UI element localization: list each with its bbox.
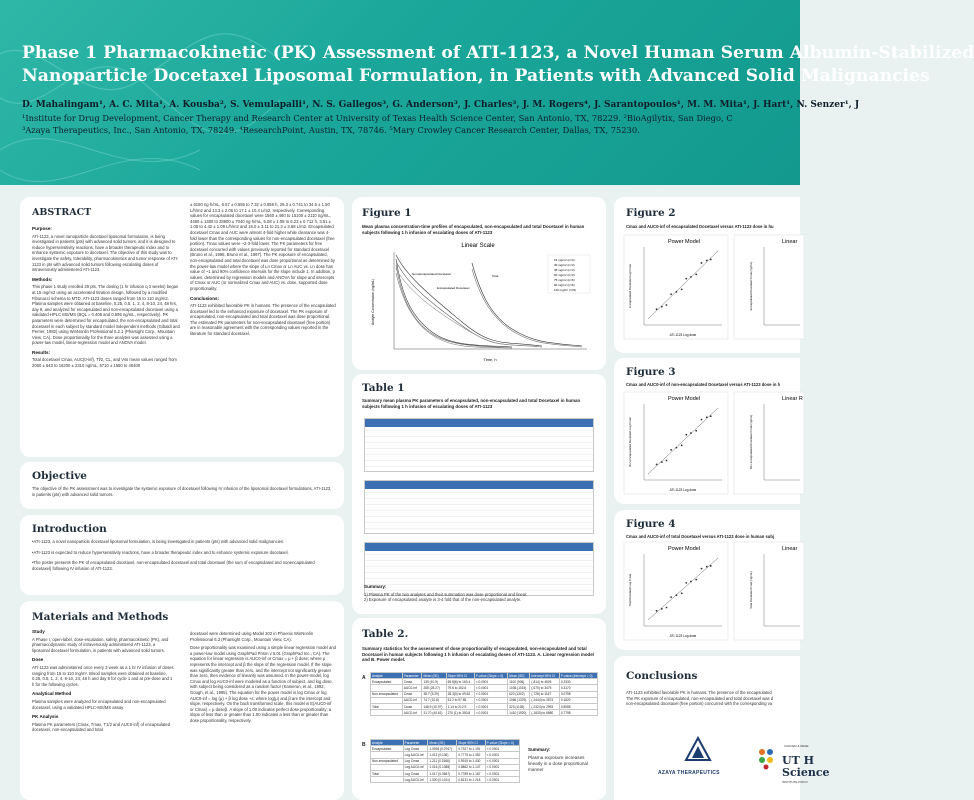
fig1-ylabel: Analyte Concentration (ng/mL)	[371, 279, 375, 325]
data-point	[681, 592, 683, 594]
figure-4-charts	[624, 542, 800, 648]
linear-model-title: Linear	[782, 546, 798, 552]
figure-2-heading: Figure 2	[626, 207, 676, 219]
data-point	[701, 419, 703, 421]
dose-text: ATI-1123 was administered once every 3 week as a 1 hr IV infusion of doses ranging from 15 to 110 mg/m². Blood samples were obtained at baseline, 0.25, 0.5, 1, 2, 4, 8-10, 24, 48 h and day 8 for cycle 1 and at pre-dose and 1 h for the following cycles.	[32, 664, 174, 687]
table-cell: Non-encapsulated	[371, 691, 403, 697]
table-2-summary	[528, 743, 598, 773]
table-cell: 255 (25.27)	[422, 685, 446, 691]
data-point	[661, 608, 663, 610]
table-2b	[370, 739, 520, 783]
introduction-panel	[20, 515, 344, 595]
table-cell: 79.6 to 152.6	[446, 685, 474, 691]
figure-3-charts	[624, 392, 803, 502]
fig1-ann-nonencap: Non-Encapsulated Docetaxel	[412, 272, 451, 276]
pk-heading: PK Analysis	[32, 714, 59, 720]
author-list: D. Mahalingam¹, A. C. Mita¹, A. Kousba², S. Vemulapalli¹, N. S. Gallegos³, G. Anderson³, J. Charles³, J. M. Rogers⁴, J. Sarantopoulos¹, M. M. Mita¹, J. Hart¹, N. Senzer¹, J	[22, 100, 860, 110]
table-header-cell: Slope 95% CI	[446, 673, 474, 679]
table-cell: < 0.0001	[485, 770, 519, 776]
table-header-cell: Mean (SE)	[422, 673, 446, 679]
objective-text: The objective of the PK assessment was to investigate the systemic exposure of docetaxel following IV infusion of the liposomal docetaxel formulations, ATI-1123, in patients (pts) with advanced solid tumors.	[32, 486, 332, 497]
table-cell: AUC0-inf	[402, 697, 422, 703]
table-header-cell: Analyte	[371, 740, 404, 746]
table-cell: 323 (1135)	[508, 703, 530, 709]
abstract-panel	[20, 197, 344, 457]
table-cell: (-728) to 1167	[530, 691, 559, 697]
legend-item: 45 mg/m² (n=3)	[554, 268, 575, 272]
table-cell: 0.3170	[559, 685, 597, 691]
conclusions-line-2: The PK exposure of encapsulated, non-encapsulated and total docetaxel was d	[626, 695, 774, 701]
data-point	[685, 434, 687, 436]
table-cell: Log AUC0-inf	[403, 764, 428, 770]
poster-title	[22, 42, 974, 88]
table-cell: Cmax	[402, 703, 422, 709]
table-1-panel	[352, 374, 606, 614]
table-cell: (-1830) to 6880	[530, 710, 559, 716]
data-point	[710, 565, 712, 567]
conclusions-text	[626, 690, 826, 707]
results-text-cont: ± 6160 ng·h/mL, 6.57 ± 0.555 to 7.32 ± 0.958 h, 26.3 ± 0.741 to 34.5 ± 1.50 L/h/m2 and 13.3 ± 2.06 to 17.1 ± 10.4 L/m2, respectively. Corresponding values for encapsulated docetaxel were 1560 ± 460 to 15100 ± 2110 ng/mL, 4480 ± 1380 to 28900 ± 7040 ng·h/mL, 5.08 ± 1.08 to 6.23 ± 0.712 h, 3.51 ± 1.08 to 4.42 ± 1.09 L/h/m2 and 15.0 ± 3.11 to 21.3 ± 3.68 L/m2. Encapsulated docetaxel Cmax and AUC were almost 4-fold higher while clearance was 4-fold lower than the corresponding values for non-encapsulated docetaxel (free portion). Tmax values were ~2-3-fold lower. The PK parameters for free docetaxel concurred with values previously reported for standard docetaxel (Bruno et al., 1998, Bruno et al., 1997). The PK exposure of encapsulated, non-encapsulated and total docetaxel was dose proportional as determined by the power-law model where the slope of Ln Cmax or Ln AUC vs. Ln dose has value of ~1 and 90% confidence intervals for the slope include 1. In addition, p values, determined by regression models and ANOVA for slope and intercepts of Cmax or AUC (or normalized Cmax and AUC) vs. dose, supported dose proportionality.	[190, 202, 336, 291]
table-cell: (-2324) to 2993	[530, 703, 559, 709]
linear-model-title: Linear	[782, 239, 798, 245]
azaya-logo-text: AZAYA THERAPEUTICS	[658, 770, 720, 776]
table-cell	[371, 710, 403, 716]
purpose-heading: Purpose:	[32, 226, 52, 231]
affiliation-line-2: ³Azaya Therapeutics, Inc., San Antonio, TX, 78249. ⁴ResearchPoint, Austin, TX, 78746. ⁵Mary Crowley Cancer Research Center, Dallas, TX, 75230.	[22, 124, 640, 135]
table-cell: (-1444) to 3574	[530, 697, 559, 703]
data-point	[706, 260, 708, 262]
data-point	[681, 288, 683, 290]
data-point	[695, 579, 697, 581]
introduction-heading: Introduction	[32, 523, 107, 535]
data-point	[695, 274, 697, 276]
data-point	[666, 460, 668, 462]
linear-y-axis-label: Non-encapsulated Docetaxel Cmax (ng/mL)	[749, 414, 753, 470]
figure-1-panel	[352, 197, 606, 370]
table-cell	[371, 777, 404, 783]
table-header-cell: Parameter	[403, 740, 428, 746]
table-cell: 135 (10.9)	[422, 679, 446, 685]
table-cell: 1.016 (0.1088)	[428, 764, 457, 770]
table-cell: 0.7327 to 1.191	[457, 746, 485, 752]
table-cell: (-814) to 4526	[530, 679, 559, 685]
table-cell: 1410 (1920)	[508, 710, 530, 716]
table-row	[371, 710, 598, 716]
table-cell: Log AUC0-inf	[403, 777, 428, 783]
data-point	[706, 416, 708, 418]
data-point	[710, 415, 712, 417]
results-heading: Results:	[32, 349, 51, 355]
table-cell: 74.7 (10.8)	[422, 697, 446, 703]
table-cell: 0.8085	[559, 703, 597, 709]
table-cell: Encapsulated	[371, 746, 404, 752]
legend-item: 110 mg/m² (n=5)	[554, 288, 577, 292]
table-1-grid-b	[364, 480, 594, 534]
power-model-title: Power Model	[667, 239, 701, 245]
intro-point-1: •ATI-1123, a novel nanoparticle docetaxel liposomal formulation, is being investigated in patients (pts) with advanced solid malignancies.	[32, 539, 285, 544]
table-cell: Encapsulated	[371, 679, 403, 685]
table-cell: 1.211 (0.1566)	[428, 758, 457, 764]
x-axis-label: ATI-1123 Log dose	[669, 634, 697, 638]
table-header-cell: Intercept 95% CI	[530, 673, 559, 679]
affiliation-line-1: ¹Institute for Drug Development, Cancer Therapy and Research Center at University of Texas Health Science Center, San Antonio, TX, 78229. ²BioAgilytix, San Diego, C	[22, 113, 733, 123]
figure-2-charts	[624, 235, 800, 347]
methods-col-2	[190, 631, 336, 724]
data-point	[685, 582, 687, 584]
data-point	[695, 430, 697, 432]
table-cell: 69.8(6) to 163.4	[446, 679, 474, 685]
table-cell: < 0.0001	[485, 764, 519, 770]
legend-item: 15 mg/m² (n=3)	[554, 258, 575, 262]
data-point	[676, 447, 678, 449]
table-cell: < 0.0001	[474, 685, 507, 691]
analytical-text: Plasma samples were analyzed for encapsulated and non-encapsulated docetaxel, using a validated HPLC-MS/MS assay.	[32, 698, 166, 710]
methods-panel	[20, 601, 344, 800]
abstract-col-2	[190, 202, 336, 337]
table-cell: 1.14 to 212.9	[446, 703, 474, 709]
table-cell: AUC0-inf	[402, 685, 422, 691]
power-model-title: Power Model	[667, 396, 701, 402]
data-point	[690, 432, 692, 434]
table-2-summary-text: Plasma exposure increases linearly in a dose proportional manner	[528, 755, 589, 772]
x-axis-label: ATI-1123 Log dose	[669, 333, 697, 337]
table-header-cell: Parameter	[402, 673, 422, 679]
dots-icon	[758, 748, 780, 770]
table-1-summary	[364, 580, 594, 603]
introduction-body	[32, 539, 332, 571]
table-cell: 0.7789 to 1.187	[457, 770, 485, 776]
table-1-summary-heading: Summary:	[364, 584, 387, 589]
data-point	[666, 607, 668, 609]
figure-4-caption: Cmax and AUC0-inf of total Docetaxel versus ATI-1123 dose in human subj	[626, 534, 775, 539]
data-point	[681, 444, 683, 446]
table-header-cell: Analyte	[371, 673, 403, 679]
table-cell: Log AUC0-inf	[403, 752, 428, 758]
study-text: A Phase I, open-label, dose-escalation, safety, pharmacokinetic (PK), and pharmacodynamic study of intravenously administered ATI-1123, a liposomal docetaxel formulation, in patients with advanced solid tumors.	[32, 636, 169, 653]
institute-text: INSTITUTE FOR D	[782, 780, 808, 784]
table-header-cell: Mean (SE)	[428, 740, 457, 746]
table-cell: < 0.0001	[485, 746, 519, 752]
table-cell: 28.3(0) to 49.62	[446, 691, 474, 697]
abstract-col-1	[32, 222, 182, 369]
conclusions-heading: Conclusions:	[190, 295, 220, 301]
linear-model-box	[734, 542, 804, 640]
legend-item: 90 mg/m² (n=6)	[554, 283, 575, 287]
conclusions-heading: Conclusions	[626, 670, 698, 682]
legend-item: 75 mg/m² (n=6)	[554, 278, 575, 282]
figure-4-panel	[614, 510, 800, 650]
power-model-box	[624, 542, 728, 640]
table-cell: AUC0-inf	[402, 710, 422, 716]
objective-panel	[20, 462, 344, 509]
data-point	[661, 306, 663, 308]
intro-point-3: •The poster presents the PK of encapsulated docetaxel, non-encapsulated docetaxel and total docetaxel (the sum of encapsulated and nonencapsulated docetaxel) following IV infusion of ATI-1123.	[32, 560, 315, 571]
table-header-cell: P-value (Intercept = 0)	[559, 673, 597, 679]
linear-model-box	[734, 235, 804, 339]
data-point	[666, 304, 668, 306]
figure-2-caption: Cmax and AUC0-inf of encapsulated Docetaxel versus ATI-1123 dose in hu	[626, 224, 774, 229]
table-cell: < 0.0001	[485, 777, 519, 783]
intro-point-2: •ATI-1123 is expected to reduce hypersensitivity reactions, have a broader therapeutic index and to enhance systemic exposure docetaxel.	[32, 549, 289, 555]
table-2-panel	[352, 618, 606, 800]
table-1-caption: Summary mean plasma PK parameters of encapsulated, non-encapsulated and total Docetaxel in human subjects following 1 h infusion of escalating doses of ATI-1123	[362, 398, 581, 409]
power-model-title: Power Model	[667, 546, 701, 552]
data-point	[661, 461, 663, 463]
table-cell: < 0.0001	[474, 679, 507, 685]
poster-header	[0, 0, 974, 185]
science-text: Science	[782, 766, 830, 779]
table-cell: 0.2330	[559, 679, 597, 685]
analytical-heading: Analytical Method	[32, 691, 72, 697]
x-axis-label: ATI-1123 Log dose	[669, 488, 697, 492]
table-cell: Log Cmax	[403, 770, 428, 776]
table-cell: 51.2 to 97.85	[446, 697, 474, 703]
cancer-center-logo	[758, 742, 830, 792]
objective-heading: Objective	[32, 470, 87, 482]
figure-2-panel	[614, 197, 800, 353]
table-cell: < 0.0001	[474, 691, 507, 697]
title-line-1: Phase 1 Pharmacokinetic (PK) Assessment of ATI-1123, a Novel Human Serum Albumin-Stabilized	[22, 43, 974, 63]
conclusions-line-1: ATI-1123 exhibited favorable PK in humans. The presence of the encapsulated	[626, 690, 772, 695]
table-cell: 0.1620	[559, 697, 597, 703]
data-point	[670, 293, 672, 295]
data-point	[670, 449, 672, 451]
figure-1-caption: Mean plasma concentration-time profiles of encapsulated, non-encapsulated and total Docetaxel in human subjects following 1 h infusion of escalating doses of ATI-1123	[362, 224, 585, 235]
table-header-cell: P-value (Slope = 0)	[474, 673, 507, 679]
table-cell: 0.0798	[559, 691, 597, 697]
dna-helix-decoration	[0, 0, 974, 185]
table-2-label-b: B	[362, 742, 366, 748]
y-axis-label: Non-encapsulated Docetaxel Log Cmax	[628, 417, 632, 467]
table-cell: 0.8862 to 1.147	[457, 764, 485, 770]
fig1-ann-encap: Encapsulated Docetaxel	[437, 286, 470, 290]
conclusions-line-3: non-encapsulated docetaxel (free portion) concurred with the corresponding va	[626, 701, 773, 707]
study-heading: Study	[32, 629, 45, 634]
figure-3-panel	[614, 358, 803, 504]
methods-col2-b: Dose proportionality was examined using a simple linear regression model and a power-law model using GraphPad Prism v 5.01 (GraphPad Inc., CA). The equation for linear regression is AUC0-inf or Cmax = μ + β dose; where μ represents the intercept and β the slope of the regression model. If the slope was significantly greater than zero, and the intercept not significantly greater than zero, then evidence of linearity was assumed. In the power-model, log Cmax and log AUC0-inf were modeled as a function of subject, and log dose, with subject being considered as a random factor (Kamerun, et al., 1992; Gough, et al., 1995). The equation for the power model is log Cmax or log AUC0-inf = log (μ) + β log dose +ε; where log(μ) and β are the intercept and slope, respectively. On the back transformed scale, this model is E(AUC0-inf or Cmax) = μ doseβ. A slope of 1.00 indicates perfect dose proportionality; a slope of less than or greater than 1.00 indicates a less than or greater than dose proportionality, respectively.	[190, 645, 336, 723]
table-header-cell: Slope 95% CI	[457, 740, 485, 746]
data-point	[701, 262, 703, 264]
conclusions-panel	[614, 656, 830, 800]
power-model-box	[624, 235, 728, 339]
figure-3-heading: Figure 3	[626, 366, 676, 378]
data-point	[656, 610, 658, 612]
pk-text: Plasma PK parameters (Cmax, Tmax, T1/2 and AUC0-inf) of encapsulated docetaxel, non-encapsulated and total	[32, 721, 171, 733]
table-cell: Log Cmax	[403, 746, 428, 752]
table-header-cell: P-value (Slope = 0)	[485, 740, 519, 746]
data-point	[710, 259, 712, 261]
table-2-heading: Table 2.	[362, 628, 409, 640]
methods-col-1	[32, 625, 174, 733]
data-point	[690, 276, 692, 278]
table-cell: 148.9 (10.97)	[422, 703, 446, 709]
table-cell: Non-encapsulated	[371, 758, 404, 764]
fig1-chart-title: Linear Scale	[461, 243, 495, 249]
y-axis-label: Total Docetaxel Log Cmax	[628, 573, 632, 607]
data-point	[656, 308, 658, 310]
methods-col2-a: docetaxel were determined using Model 202 in Phoenix WinNonlin Professional 6.3 (Pharsight Corp., Mountain View, CA).	[190, 631, 314, 642]
figure-1-chart	[362, 237, 594, 369]
table-cell: 1.000 (0.1011)	[428, 777, 457, 783]
table-row	[371, 777, 520, 783]
ut-health-text: UT H	[782, 754, 815, 767]
table-1-summary-2: 2) Exposure of encapsulated analyte is 3-4 fold that of the non-encapsulated analyte.	[364, 597, 522, 603]
data-point	[676, 594, 678, 596]
conclusions-text: ATI-1123 exhibited favorable PK in humans. The presence of the encapsulated docetaxel led to the enhanced exposure of docetaxel. The PK exposure of encapsulated, non-encapsulated and total docetaxel was dose proportional. The estimated PK parameters for non-encapsulated docetaxel (free portion) are in reasonable agreement with the corresponding values reported in the literature for standard docetaxel.	[190, 303, 336, 337]
linear-y-axis-label: Encapsulated Docetaxel Cmax (ng/mL)	[749, 261, 753, 311]
table-2-summary-heading: Summary:	[528, 747, 551, 752]
table-cell: < 0.0001	[485, 752, 519, 758]
table-cell: < 0.0001	[474, 697, 507, 703]
figure-4-heading: Figure 4	[626, 518, 676, 530]
table-cell: Cmax	[402, 691, 422, 697]
table-1-grids	[364, 418, 594, 596]
title-line-2: Nanoparticle Docetaxel Liposomal Formulation, in Patients with Advanced Solid Malignancies	[22, 66, 930, 86]
methods-heading-main: Materials and Methods	[32, 611, 169, 623]
table-cell: 31.70 (44.61)	[422, 710, 446, 716]
data-point	[706, 566, 708, 568]
fig1-ann-total: Total	[492, 274, 499, 278]
table-cell: 620 (1302)	[508, 691, 530, 697]
data-point	[676, 291, 678, 293]
purpose-text: ATI-1123, a novel nanoparticle docetaxel liposomal formulation, is being investigated in patients (pts) with advanced solid tumors, and it is designed to reduce hypersensitivity reactions, have a broader therapeutic index and to enhance systemic exposure to docetaxel. The objective of this study was to investigate the safety, tolerability, pharmacokinetics and tumor response of ATI-1123 in pts with advanced solid tumors following escalating doses of intravenously administered ATI-1123.	[32, 233, 179, 273]
linear-model-title: Linear R	[782, 396, 803, 402]
table-cell: Total	[371, 770, 404, 776]
linear-y-axis-label: Total Docetaxel Cmax (ng/mL)	[749, 571, 753, 609]
legend-item: 30 mg/m² (n=3)	[554, 263, 575, 267]
table-1-grid-a	[364, 418, 594, 472]
table-cell: 1.0928 (0.0767)	[428, 746, 457, 752]
data-point	[670, 596, 672, 598]
data-point	[701, 568, 703, 570]
table-cell: Log Cmax	[403, 758, 428, 764]
methods-heading: Methods:	[32, 276, 53, 282]
fig1-xlabel: Time, h	[483, 357, 497, 362]
fig1-legend	[548, 255, 590, 293]
azaya-logo	[670, 736, 726, 772]
data-point	[656, 464, 658, 466]
table-cell: 1.012 (0.136)	[428, 752, 457, 758]
table-cell: < 0.0001	[474, 703, 507, 709]
cancer-text: CANCER & RESE	[784, 744, 809, 748]
table-cell: 0.9919 to 1.430	[457, 758, 485, 764]
table-cell: 1.017 (0.0667)	[428, 770, 457, 776]
table-cell: 270 (1) to 350.8	[446, 710, 474, 716]
table-2-caption: Summary statistics for the assessment of dose proportionality of encapsulated, non-encapsulated and total Docetaxel in human subjects following 1 h infusion of escalating doses of ATI-1123. A. Linear regression model and B. Power model.	[362, 646, 594, 663]
table-cell: 0.7798	[559, 710, 597, 716]
table-cell: < 0.0001	[485, 758, 519, 764]
power-model-box	[624, 392, 728, 494]
results-text: Total docetaxel Cmax, AUC(0-inf), Tl/2, CL, and Vss mean values ranged from 2060 ± 643 to 16200 ± 2310 ng/mL, 5710 ± 1550 to 40400	[32, 357, 177, 369]
figure-1-heading: Figure 1	[362, 207, 412, 219]
table-cell: 1035 (1015)	[508, 685, 530, 691]
table-cell: 0.8131 to 1.218	[457, 777, 485, 783]
figure-3-caption: Cmax and AUC0-inf of non-encapsulated Docetaxel versus ATI-1123 dose in h	[626, 382, 781, 387]
table-cell: Cmax	[402, 679, 422, 685]
table-cell: 0.7775 to 1.352	[457, 752, 485, 758]
linear-model-box	[734, 392, 804, 494]
y-axis-label: Encapsulated Docetaxel Log Cmax	[628, 264, 632, 308]
table-cell: 38.7 (5.29)	[422, 691, 446, 697]
abstract-heading: ABSTRACT	[32, 207, 92, 218]
legend-item: 60 mg/m² (n=3)	[554, 273, 575, 277]
table-cell: 1066 (1375)	[508, 697, 530, 703]
data-point	[685, 278, 687, 280]
table-1-heading: Table 1	[362, 382, 405, 394]
methods-text: This phase 1 study enrolled 29 pts. The dosing (1 hr infusion q 3 weeks) began at 15 mg/m2 using an accelerated titration design, followed by a modified Fibonacci schema to MTD. ATI-1123 doses ranged from 15 to 110 mg/m2. Plasma samples were obtained at baseline, 0.25, 0.5, 1, 2, 4, 8-10, 24, 48 hrs, day 8, and analyzed for encapsulated and non-encapsulated docetaxel using a validated HPLC MS/MS (BQL = 0.405 and 0.595 ng/mL, respectively). PK parameters were determined for encapsulated, the non-encapsulated and total docetaxel in each subject by standard model independent methods (Gibaldi and Perrier, 1982) using WinNonlin Professional 5.2.1 (Pharsight Corp., Mountain View, CA). Dose proportionality for the three analytes was assessed using a power-law model, linear-regression model and ANOVA model.	[32, 284, 180, 346]
table-1-summary-1: 1) Plasma PK of the two analytes and their summation was dose proportional and linear.	[364, 591, 528, 597]
table-cell: Total	[371, 703, 403, 709]
affiliations	[22, 113, 802, 136]
table-2-label-a: A	[362, 675, 366, 681]
data-point	[690, 581, 692, 583]
dose-heading: Dose	[32, 657, 44, 663]
table-cell: (-670) to 3475	[530, 685, 559, 691]
table-cell: < 0.0001	[474, 710, 507, 716]
table-cell: 1100 (906)	[508, 679, 530, 685]
table-header-cell: Mean (SE)	[508, 673, 530, 679]
table-2a	[370, 672, 598, 716]
